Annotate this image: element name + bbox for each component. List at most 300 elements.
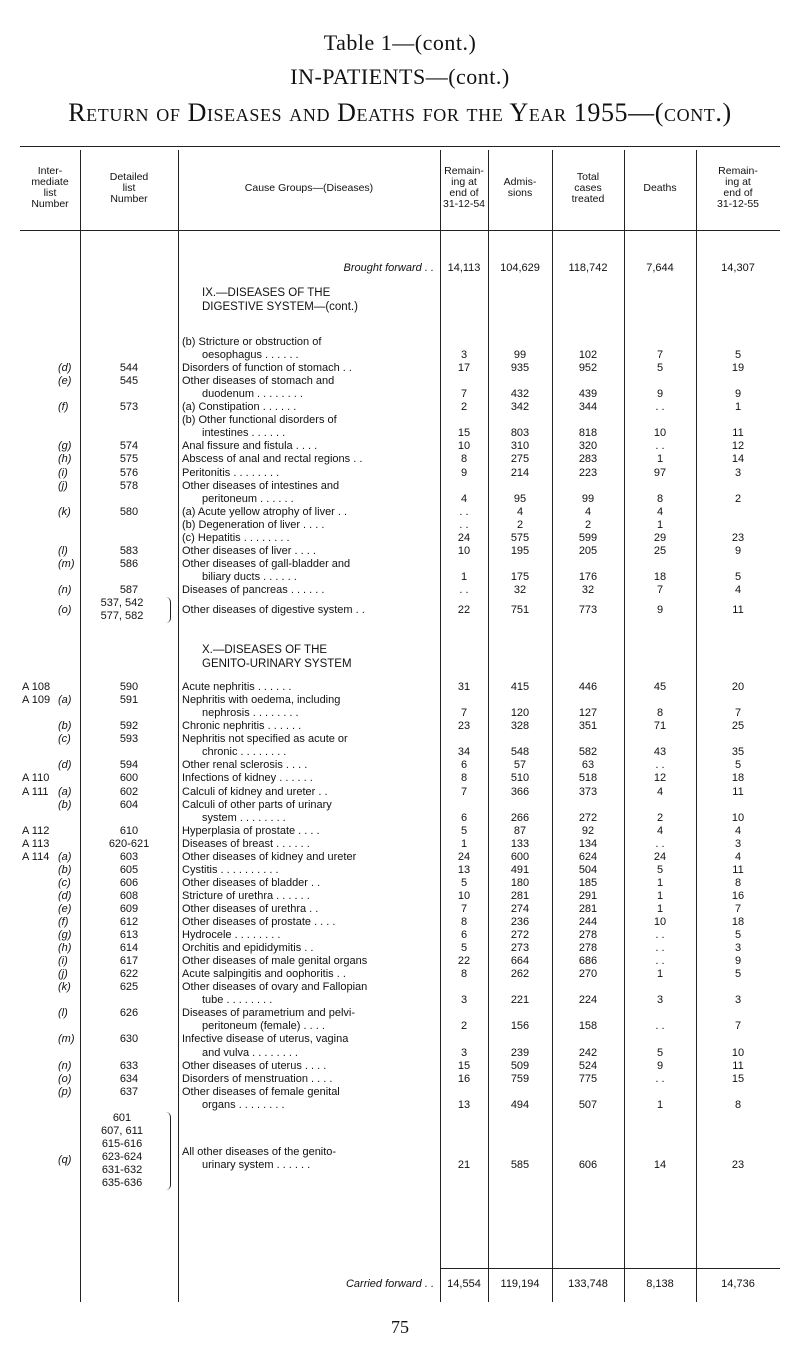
cause-text-continued: nephrosis . . . . . . . .	[202, 707, 299, 720]
column-header-line: treated	[571, 192, 605, 205]
row-r1: 22	[457, 603, 471, 616]
detailed-number: 626	[119, 1007, 139, 1020]
intermediate-number: A 111	[22, 785, 49, 798]
intermediate-sub: (f)	[58, 916, 69, 928]
brought-forward-r1: 14,113	[447, 262, 481, 274]
row-r1: 3	[460, 349, 468, 362]
detailed-number: 623-624	[101, 1150, 143, 1163]
detailed-number: 605	[119, 863, 139, 876]
row-r2: 5	[734, 349, 742, 362]
row-r1: 13	[457, 863, 471, 876]
brought-forward-tt: 118,742	[568, 262, 608, 274]
row-r2: 3	[734, 994, 742, 1007]
column-header-line: mediate	[31, 176, 69, 188]
row-ad: 95	[513, 492, 527, 505]
cause-text: Disorders of function of stomach . .	[182, 362, 352, 375]
intermediate-sub: (b)	[58, 863, 72, 876]
intermediate-sub: (m)	[58, 557, 75, 570]
intermediate-sub: (o)	[58, 1072, 72, 1085]
section-ix-heading	[202, 286, 358, 314]
column-header-line: ing at	[725, 176, 751, 188]
section-heading-line: IX.—DISEASES OF THE	[202, 287, 331, 299]
column-header-remaining-end	[696, 166, 780, 210]
page-heading: Return of Diseases and Deaths for the Year 1955—(cont.)	[68, 98, 732, 127]
row-de: . .	[655, 942, 665, 955]
intermediate-sub: (f)	[58, 401, 69, 414]
cause-text: Nephritis with oedema, including	[182, 694, 341, 707]
row-r1: 24	[457, 850, 471, 863]
row-ad: 494	[510, 1098, 530, 1111]
row-r2: 3	[734, 942, 742, 955]
row-tt: 32	[581, 583, 595, 596]
intermediate-sub: (j)	[58, 479, 68, 492]
row-tt: 244	[578, 916, 598, 928]
column-header-line: list	[43, 187, 57, 199]
cause-text: Other diseases of male genital organs	[182, 955, 368, 968]
row-r1: 9	[460, 466, 468, 479]
cause-text: Other diseases of liver . . . .	[182, 544, 316, 557]
row-ad: 180	[510, 876, 530, 889]
row-r2: 11	[732, 603, 744, 616]
detailed-number: 576	[119, 466, 139, 479]
row-ad: 156	[510, 1020, 530, 1033]
intermediate-sub: (n)	[58, 583, 72, 596]
row-ad: 272	[510, 929, 530, 942]
cause-text: Cystitis . . . . . . . . . .	[182, 863, 279, 876]
column-header-line: Remain-	[444, 165, 484, 177]
carried-forward-tt: 133,748	[568, 1278, 608, 1290]
row-de: . .	[655, 837, 665, 850]
brought-forward-de: 7,644	[646, 262, 674, 274]
row-tt: 344	[578, 401, 598, 414]
column-header-line: end of	[723, 187, 753, 199]
intermediate-sub: (d)	[58, 889, 72, 902]
row-tt: 134	[578, 837, 598, 850]
row-de: 7	[656, 349, 664, 362]
detailed-number: 600	[119, 772, 139, 785]
column-header-line: ing at	[451, 176, 477, 188]
row-tt: 524	[578, 1059, 598, 1072]
row-tt: 242	[578, 1046, 598, 1059]
row-de: 14	[653, 1158, 667, 1171]
row-r1: 5	[460, 942, 468, 955]
column-header-cause	[178, 183, 440, 194]
row-r2: 16	[731, 889, 745, 902]
row-r1: 24	[457, 531, 471, 544]
row-tt: 775	[578, 1072, 598, 1085]
section-heading-line: X.—DISEASES OF THE	[202, 644, 328, 657]
row-r1: 23	[457, 720, 471, 733]
row-ad: 415	[510, 681, 530, 694]
row-tt: 281	[578, 902, 598, 915]
row-tt: 582	[578, 746, 598, 759]
row-r2: 8	[734, 1098, 742, 1111]
detailed-number: 601	[112, 1111, 132, 1124]
row-r2: 10	[731, 1046, 745, 1059]
row-ad: 585	[510, 1158, 530, 1171]
row-tt: 158	[578, 1020, 598, 1033]
row-tt: 270	[578, 968, 598, 981]
cause-text: Calculi of other parts of urinary	[182, 798, 332, 811]
row-r1: 6	[460, 759, 468, 772]
row-de: 43	[653, 746, 667, 759]
intermediate-sub: (d)	[58, 362, 72, 375]
row-r1: 7	[460, 707, 468, 720]
row-r2: 7	[734, 902, 742, 915]
cause-text: Diseases of breast . . . . . .	[182, 837, 310, 850]
row-tt: 373	[578, 785, 598, 798]
intermediate-sub: (i)	[58, 466, 68, 479]
intermediate-sub: (a)	[58, 785, 72, 798]
intermediate-sub: (g)	[58, 929, 72, 942]
row-tt: 223	[578, 466, 598, 479]
cause-text: Diseases of pancreas . . . . . .	[182, 583, 325, 596]
row-de: 3	[656, 994, 664, 1007]
row-r2: 18	[731, 772, 745, 785]
intermediate-sub: (d)	[58, 759, 72, 772]
row-de: 5	[656, 362, 664, 375]
row-ad: 262	[510, 968, 530, 981]
cause-text-continued: biliary ducts . . . . . .	[202, 570, 297, 583]
row-r1: 13	[457, 1098, 471, 1111]
row-r2: 23	[731, 1158, 745, 1171]
row-r1: 6	[460, 929, 468, 942]
detailed-number: 573	[119, 401, 139, 414]
cause-text: Diseases of parametrium and pelvi-	[182, 1007, 356, 1020]
row-ad: 575	[510, 531, 530, 544]
row-ad: 266	[510, 811, 530, 824]
detailed-number: 604	[119, 798, 139, 811]
detailed-number: 635-636	[101, 1177, 143, 1189]
row-tt: 102	[578, 349, 598, 362]
row-r2: 9	[734, 544, 742, 557]
row-r2: 3	[734, 837, 742, 850]
row-r2: 25	[731, 720, 745, 733]
row-r2: 5	[734, 759, 742, 772]
cause-text-continued: organs . . . . . . . .	[202, 1098, 285, 1111]
intermediate-sub: (b)	[58, 720, 72, 733]
row-de: 4	[656, 785, 664, 798]
row-ad: 664	[510, 955, 530, 968]
cause-text: Abscess of anal and rectal regions . .	[182, 453, 363, 466]
row-de: 1	[656, 889, 664, 902]
intermediate-number: A 114	[22, 850, 50, 863]
row-de: 1	[656, 876, 664, 889]
brought-forward-r2: 14,307	[721, 262, 755, 274]
row-de: 45	[653, 681, 667, 694]
cause-text-continued: peritoneum (female) . . . .	[202, 1020, 325, 1033]
cause-text: Other diseases of intestines and	[182, 479, 340, 492]
cause-text: Orchitis and epididymitis . .	[182, 942, 314, 955]
cause-text: Nephritis not specified as acute or	[182, 733, 348, 746]
cause-text: Other diseases of uterus . . . .	[182, 1059, 327, 1072]
detailed-number: 622	[119, 968, 139, 981]
row-r1: 21	[457, 1158, 471, 1171]
row-r1: 17	[457, 362, 471, 375]
row-r1: 8	[460, 453, 468, 466]
page-title: Table 1—(cont.)	[323, 30, 477, 55]
detailed-number: 592	[119, 720, 139, 733]
column-header-line: cases	[574, 181, 602, 194]
cause-text: Other diseases of stomach and	[182, 375, 335, 388]
row-tt: 599	[578, 531, 598, 544]
cause-text: (b) Other functional disorders of	[182, 414, 337, 427]
section-x-heading	[202, 643, 352, 671]
row-de: 1	[656, 968, 664, 981]
column-header-line: Detailed	[109, 170, 149, 183]
row-r1: 10	[457, 440, 471, 453]
row-de: 1	[656, 902, 664, 915]
row-r2: 7	[734, 707, 742, 720]
cause-text: Other diseases of gall-bladder and	[182, 557, 351, 570]
row-tt: 278	[578, 929, 598, 942]
detailed-number: 580	[119, 505, 139, 518]
column-header-admissions	[488, 177, 552, 199]
row-ad: 4	[516, 505, 524, 518]
intermediate-sub: (e)	[58, 375, 72, 388]
page-subtitle: IN-PATIENTS—(cont.)	[290, 64, 510, 89]
column-header-line: 31-12-55	[716, 198, 760, 210]
cause-text-continued: system . . . . . . . .	[202, 811, 286, 824]
row-r2: 5	[734, 570, 742, 583]
detailed-number: 578	[119, 479, 139, 492]
cause-text: Chronic nephritis . . . . . .	[182, 720, 302, 733]
row-ad: 195	[510, 544, 530, 557]
row-r1: 3	[460, 1046, 468, 1059]
row-r1: 2	[460, 401, 468, 414]
row-r2: 15	[731, 1072, 745, 1085]
row-r2: 11	[732, 1059, 744, 1072]
column-header-line: Deaths	[643, 181, 677, 194]
row-tt: 176	[578, 570, 598, 583]
intermediate-sub: (h)	[58, 453, 72, 466]
detailed-number: 612	[119, 916, 139, 928]
row-r1: . .	[459, 505, 469, 518]
row-r2: 7	[734, 1020, 742, 1033]
row-tt: 606	[578, 1158, 598, 1171]
row-r2: 23	[731, 531, 745, 544]
row-ad: 133	[510, 837, 530, 850]
row-r1: 7	[460, 388, 468, 401]
row-tt: 2	[584, 518, 592, 531]
row-ad: 328	[510, 720, 530, 733]
row-r1: 31	[457, 681, 471, 694]
row-de: 1	[656, 1098, 664, 1111]
row-ad: 275	[510, 453, 530, 466]
intermediate-number: A 110	[22, 772, 50, 785]
row-tt: 291	[578, 889, 598, 902]
row-de: 9	[656, 603, 664, 616]
detailed-number: 574	[119, 440, 139, 453]
brought-forward-label: Brought forward . .	[343, 262, 434, 274]
row-ad: 214	[510, 466, 530, 479]
detailed-number: 625	[119, 981, 139, 994]
row-r1: 16	[457, 1072, 471, 1085]
cause-text: Infections of kidney . . . . . .	[182, 772, 313, 785]
cause-text: Other diseases of bladder . .	[182, 876, 321, 889]
detailed-number: 620-621	[108, 837, 150, 850]
carried-forward-ad: 119,194	[500, 1278, 540, 1290]
row-tt: 278	[578, 942, 598, 955]
row-ad: 751	[510, 603, 530, 616]
row-tt: 224	[578, 994, 598, 1007]
row-tt: 4	[584, 505, 592, 518]
row-ad: 239	[510, 1046, 530, 1059]
cause-text: Disorders of menstruation . . . .	[182, 1072, 333, 1085]
row-tt: 205	[578, 544, 598, 557]
row-tt: 818	[578, 427, 598, 440]
row-ad: 273	[510, 942, 530, 955]
row-ad: 221	[510, 994, 530, 1007]
carried-forward-de: 8,138	[646, 1278, 674, 1290]
detailed-number: 603	[119, 850, 139, 863]
cause-text-continued: duodenum . . . . . . . .	[202, 388, 303, 401]
section-heading-line: GENITO-URINARY SYSTEM	[202, 658, 352, 671]
intermediate-sub: (a)	[58, 850, 72, 863]
row-de: . .	[655, 401, 665, 414]
carried-forward-rule	[440, 1268, 780, 1269]
intermediate-sub: (a)	[58, 694, 72, 707]
intermediate-sub: (m)	[58, 1033, 75, 1046]
row-tt: 446	[578, 681, 598, 694]
cause-text: (b) Degeneration of liver . . . .	[182, 518, 325, 531]
page-number: 75	[391, 1317, 409, 1337]
row-ad: 491	[510, 863, 530, 876]
row-de: 4	[656, 824, 664, 837]
row-r1: 8	[460, 916, 468, 928]
row-r2: 20	[731, 681, 745, 694]
intermediate-sub: (g)	[58, 440, 72, 453]
row-r2: 11	[732, 427, 744, 440]
cause-text: (c) Hepatitis . . . . . . . .	[182, 531, 290, 544]
row-tt: 773	[578, 603, 598, 616]
row-r1: . .	[459, 583, 469, 596]
detailed-number: 586	[119, 557, 139, 570]
row-de: 10	[653, 916, 667, 928]
row-r2: 11	[732, 785, 744, 798]
row-r1: 1	[460, 837, 468, 850]
row-r1: 10	[457, 544, 471, 557]
detailed-number: 577, 582	[100, 610, 144, 623]
detailed-number: 544	[119, 362, 139, 375]
detailed-number: 609	[119, 902, 139, 915]
column-header-line: Total	[576, 170, 600, 183]
detailed-number: 602	[119, 785, 139, 798]
intermediate-number: A 109	[22, 694, 51, 707]
cause-text: Calculi of kidney and ureter . .	[182, 785, 328, 798]
row-tt: 624	[578, 850, 598, 863]
row-r1: 34	[457, 746, 471, 759]
detailed-number: 614	[119, 942, 139, 955]
cause-text: Other diseases of kidney and ureter	[182, 850, 357, 863]
row-r2: 14	[731, 453, 745, 466]
row-de: . .	[655, 440, 665, 453]
cause-text: (a) Acute yellow atrophy of liver . .	[182, 505, 348, 518]
cause-text: (b) Stricture or obstruction of	[182, 336, 322, 348]
intermediate-sub: (l)	[58, 1007, 68, 1020]
row-tt: 127	[578, 707, 598, 720]
row-r1: 3	[460, 994, 468, 1007]
row-r2: 1	[734, 401, 742, 414]
detailed-number: 587	[119, 583, 139, 596]
row-r1: 1	[460, 570, 468, 583]
cause-text-continued: and vulva . . . . . . . .	[202, 1046, 298, 1059]
row-ad: 57	[513, 759, 527, 772]
cause-text: Acute nephritis . . . . . .	[182, 681, 292, 694]
cause-text: Peritonitis . . . . . . . .	[182, 466, 280, 479]
row-ad: 281	[510, 889, 530, 902]
row-tt: 99	[581, 492, 595, 505]
detailed-number: 594	[119, 759, 139, 772]
column-header-detailed	[80, 172, 178, 205]
row-de: . .	[655, 929, 665, 942]
row-de: 10	[653, 427, 667, 440]
cause-text: All other diseases of the genito-	[182, 1145, 337, 1158]
detailed-number: 607, 611	[100, 1124, 143, 1137]
intermediate-sub: (o)	[58, 603, 72, 616]
row-r1: 6	[460, 811, 468, 824]
intermediate-sub: (h)	[58, 942, 72, 955]
row-ad: 274	[510, 902, 530, 915]
row-de: . .	[655, 759, 665, 772]
row-tt: 272	[578, 811, 598, 824]
detailed-number: 630	[119, 1033, 139, 1046]
column-header-line: end of	[449, 187, 479, 199]
row-r1: 4	[460, 492, 468, 505]
row-de: 2	[656, 811, 664, 824]
row-de: 29	[653, 531, 667, 544]
column-header-line: Inter-	[37, 165, 63, 177]
row-tt: 63	[581, 759, 595, 772]
carried-forward-r1: 14,554	[447, 1278, 481, 1290]
brought-forward-ad: 104,629	[500, 262, 540, 274]
column-header-line: Number	[31, 198, 69, 210]
row-r2: 3	[734, 466, 742, 479]
column-rule-2	[178, 150, 179, 1302]
column-header-remaining-start	[440, 166, 488, 210]
row-ad: 310	[510, 440, 530, 453]
detailed-number: 631-632	[101, 1163, 143, 1176]
column-header-deaths	[624, 183, 696, 194]
row-de: 71	[653, 720, 667, 733]
row-r2: 11	[732, 863, 744, 876]
row-ad: 2	[516, 518, 524, 531]
cause-text: Other renal sclerosis . . . .	[182, 759, 308, 772]
column-header-line: Number	[110, 192, 148, 205]
row-ad: 236	[510, 916, 530, 928]
row-ad: 510	[510, 772, 530, 785]
row-r1: . .	[459, 518, 469, 531]
cause-text: Stricture of urethra . . . . . .	[182, 889, 310, 902]
row-de: 18	[653, 570, 667, 583]
row-ad: 509	[510, 1059, 530, 1072]
section-heading-line: DIGESTIVE SYSTEM—(cont.)	[202, 301, 358, 313]
detailed-number: 537, 542	[100, 597, 144, 609]
row-r2: 18	[731, 916, 745, 928]
row-ad: 175	[510, 570, 530, 583]
row-de: 7	[656, 583, 664, 596]
detailed-number: 610	[119, 824, 139, 837]
row-r2: 19	[731, 362, 745, 375]
row-tt: 92	[581, 824, 595, 837]
row-de: 4	[656, 505, 664, 518]
cause-text: Hydrocele . . . . . . . .	[182, 929, 281, 942]
row-de: 1	[656, 518, 664, 531]
row-r2: 9	[734, 388, 742, 401]
row-ad: 120	[510, 707, 530, 720]
cause-text-continued: intestines . . . . . .	[202, 427, 286, 440]
row-tt: 185	[578, 876, 598, 889]
